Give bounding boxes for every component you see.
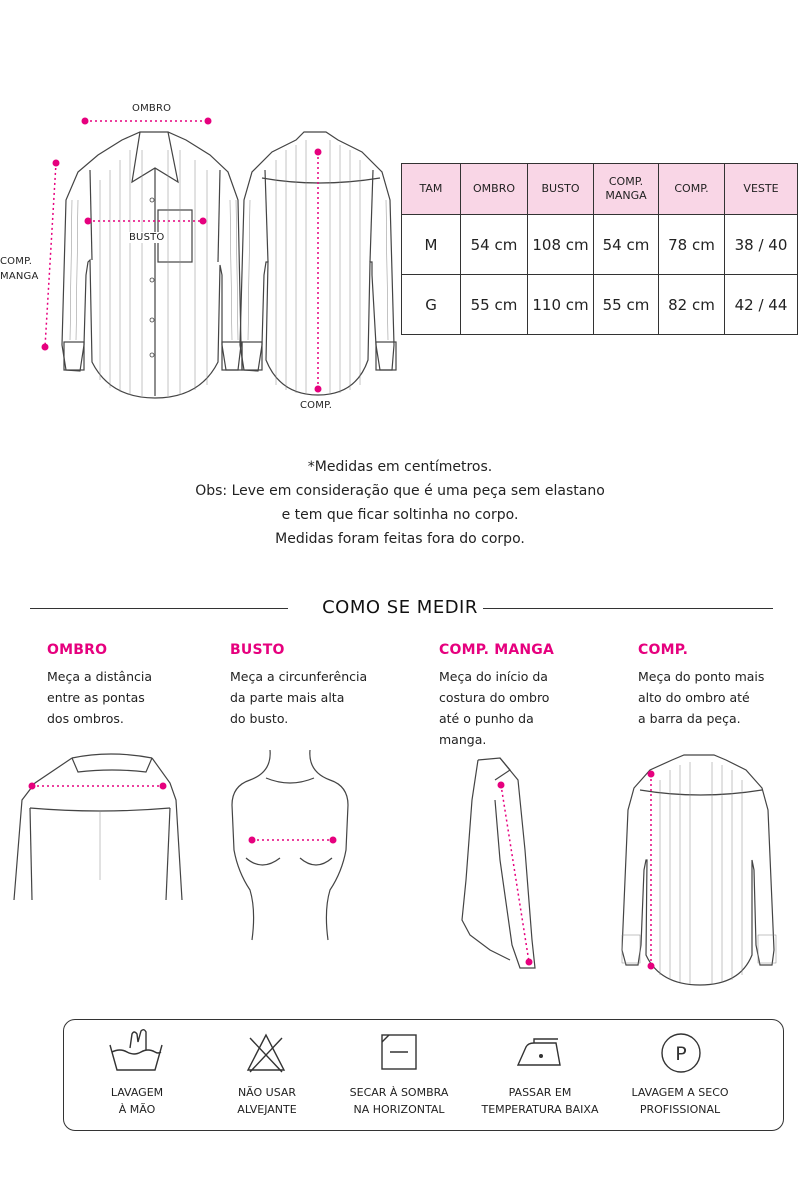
shoulder-illustration — [14, 754, 182, 900]
care-item-iron-low: PASSAR EM TEMPERATURA BAIXA — [481, 1086, 599, 1116]
care-item-no-bleach: NÃO USAR ALVEJANTE — [237, 1086, 297, 1116]
length-description: Meça do ponto mais alto do ombro até a barra da peça. — [638, 669, 765, 726]
care-item-dry-clean: LAVAGEM A SECO PROFISSIONAL — [631, 1086, 729, 1116]
table-cell: 108 cm — [528, 215, 594, 275]
length-heading: COMP. — [638, 642, 689, 658]
note-line: Medidas foram feitas fora do corpo. — [275, 531, 525, 547]
table-cell: 55 cm — [594, 275, 659, 335]
size-cell: G — [402, 275, 461, 335]
note-line: e tem que ficar soltinha no corpo. — [281, 507, 519, 523]
shoulder-heading: OMBRO — [47, 642, 108, 658]
table-cell: 82 cm — [659, 275, 725, 335]
shoulder-description: Meça a distância entre as pontas dos ombros. — [47, 669, 153, 726]
size-cell: M — [402, 215, 461, 275]
size-table-header: TAM — [402, 164, 461, 215]
length-label: COMP. — [300, 400, 333, 411]
front-shirt-outline — [62, 132, 241, 398]
table-cell: 110 cm — [528, 275, 594, 335]
table-cell: 78 cm — [659, 215, 725, 275]
table-cell: 38 / 40 — [725, 215, 798, 275]
table-cell: 54 cm — [594, 215, 659, 275]
table-cell: 55 cm — [461, 275, 528, 335]
length-illustration — [622, 755, 774, 985]
bust-label: BUSTO — [129, 232, 165, 243]
table-row — [402, 275, 798, 335]
back-shirt-outline — [240, 132, 394, 395]
bust-illustration — [232, 750, 348, 940]
table-cell: 54 cm — [461, 215, 528, 275]
svg-text:P: P — [675, 1043, 687, 1065]
sleeve-description: Meça do início da costura do ombro até o punho da manga. — [439, 669, 550, 747]
measurement-notes — [0, 455, 800, 551]
sleeve-illustration — [462, 758, 535, 968]
size-table-header: COMP. MANGA — [594, 164, 659, 215]
note-line: Obs: Leve em consideração que é uma peça sem elastano — [195, 483, 605, 499]
size-table-header-row — [402, 164, 798, 215]
care-item-dry-shade: SECAR À SOMBRA NA HORIZONTAL — [349, 1086, 449, 1116]
table-cell: 42 / 44 — [725, 275, 798, 335]
sleeve-heading: COMP. MANGA — [439, 642, 554, 658]
size-table — [401, 163, 798, 335]
bust-heading: BUSTO — [230, 642, 285, 658]
size-table-header: OMBRO — [461, 164, 528, 215]
care-item-hand-wash: LAVAGEM À MÃO — [110, 1086, 164, 1116]
bust-description: Meça a circunferência da parte mais alta do busto. — [230, 669, 368, 726]
table-row — [402, 215, 798, 275]
shoulder-label: OMBRO — [132, 103, 172, 114]
sleeve-length-label: COMP. MANGA — [0, 256, 39, 282]
size-table-header: COMP. — [659, 164, 725, 215]
size-table-header: BUSTO — [528, 164, 594, 215]
note-line: *Medidas em centímetros. — [307, 459, 493, 475]
size-table-header: VESTE — [725, 164, 798, 215]
how-to-measure-title: COMO SE MEDIR — [322, 597, 478, 618]
